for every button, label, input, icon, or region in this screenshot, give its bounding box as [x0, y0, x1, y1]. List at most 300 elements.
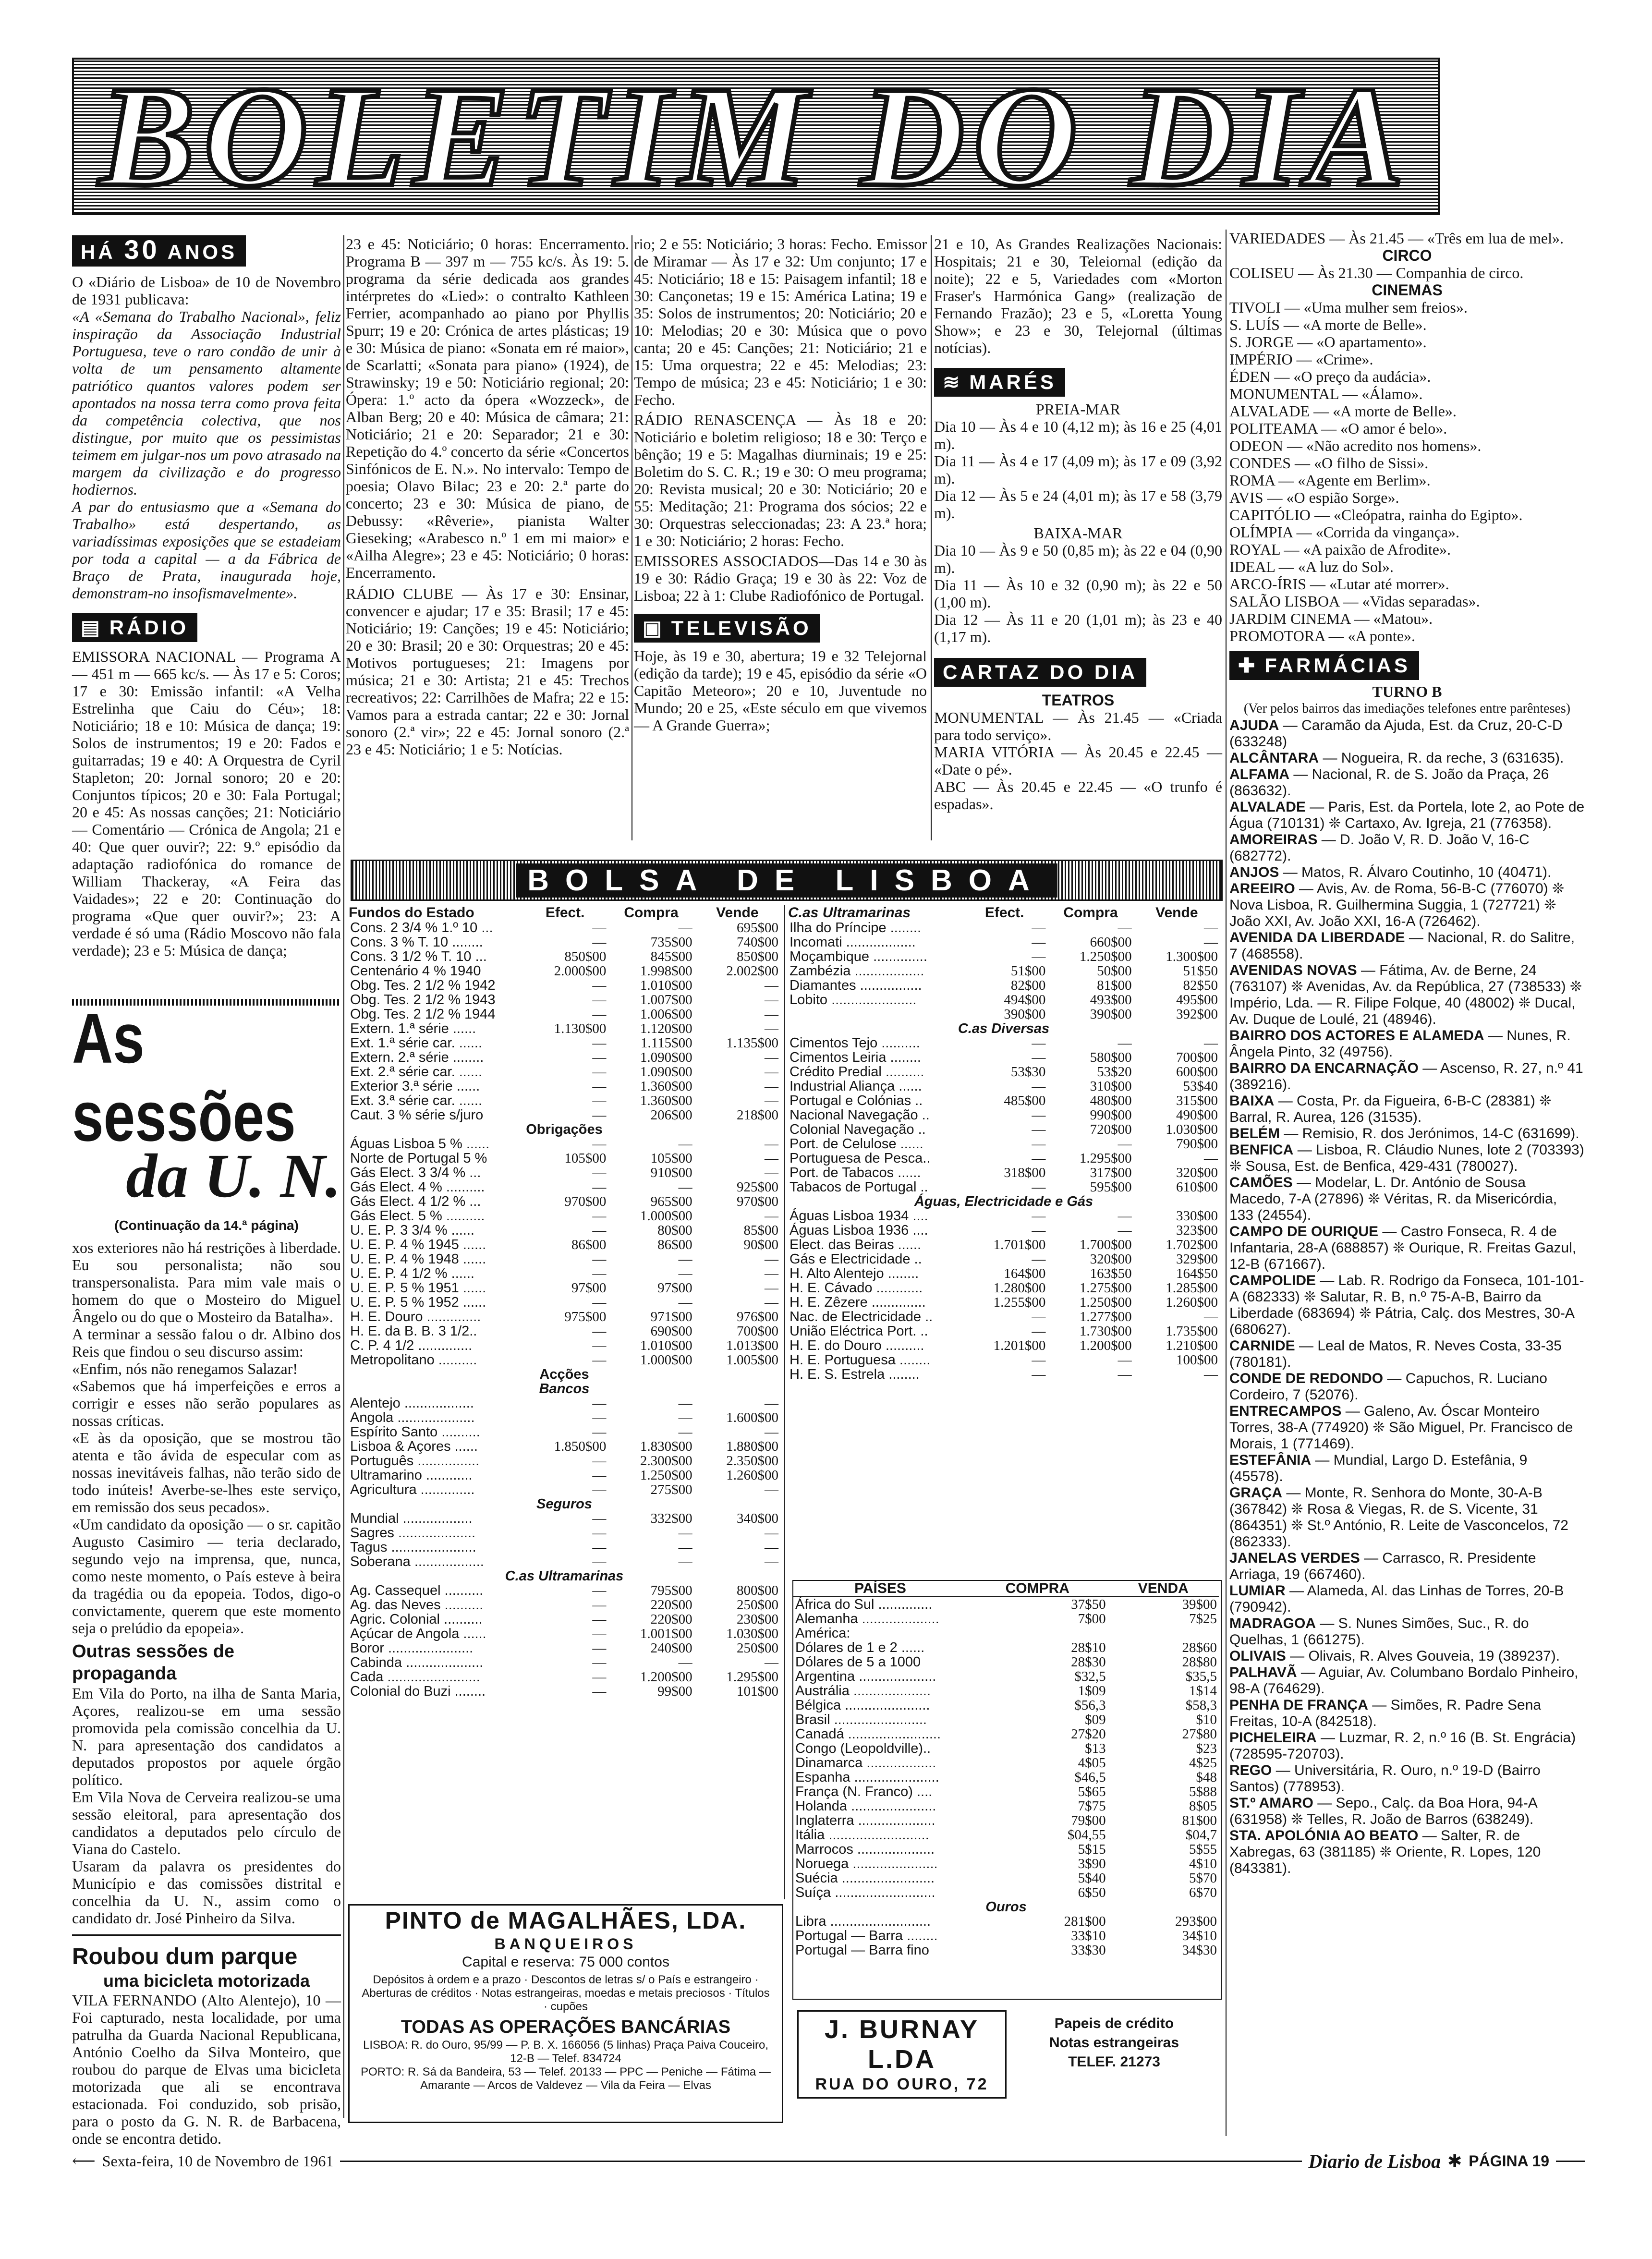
farmacia-detail: — Nacional, R. do Salitre, 7 (468558).: [1229, 930, 1575, 962]
table-row: [793, 1756, 1219, 1770]
table-row: [793, 1770, 1219, 1785]
farmacia-detail: — Costa, Pr. da Figueira, 6-B-C (28381) ❊ Barral, R. Aurea, 126 (31535).: [1229, 1093, 1552, 1125]
table-row: [788, 1324, 1220, 1338]
radio-emissora-nacional: EMISSORA NACIONAL — Programa A — 451 m — 665 kc/s. — Às 17 e 5: Coros; 17 e 30: Emissão infantil: «A Velha Estrelinha que Caiu do Céu»; 18: Noticiário; 18 e 10: Música de dança; 19: Solos de instrumentos; 19 e 20: Fados e guitarradas; 19 e 40: A Orquestra de Cyril Stapleton; 20: Jornal sonoro; 20 e 20: Conjuntos típicos; 20 e 30: Fala Portugal; 20 e 45: As nossas canções; 21: Noticiário — Comentário — Crónica de Angola; 21 e 40: Que quer ouvir?; 22: 9.º episódio da adaptação radiofónica do romance de William Thackeray, «A Feira das Vaidades»; 22 e 20: Continuação do programa «Que quer ouvir?»; 23: A verdade é só uma (Rádio Moscovo não fala verdade); 23 e 5: Música de dança;: [72, 648, 341, 959]
table-row: [788, 1367, 1220, 1382]
row-value: 1.250$00: [1079, 1295, 1132, 1310]
col-header: Vende: [716, 905, 759, 921]
row-value: 1.006$00: [640, 1007, 692, 1022]
table-row: [348, 1281, 780, 1295]
row-value: 317$00: [1090, 1165, 1132, 1180]
table-row: [348, 1612, 780, 1627]
preia-mar-line: Dia 12 — Às 5 e 24 (4,01 m); às 17 e 58 (3,79 m).: [934, 487, 1222, 522]
preia-mar-line: Dia 11 — Às 4 e 17 (4,09 m); às 17 e 09 (3,92 m).: [934, 452, 1222, 487]
outras-sessoes-title: Outras sessões de propaganda: [72, 1641, 234, 1684]
row-value: —: [1032, 1309, 1046, 1324]
row-label: Colonial do Buzi ........: [350, 1684, 486, 1699]
row-value: —: [765, 1064, 778, 1080]
row-label: H. E. Douro ..............: [350, 1309, 481, 1324]
row-label: Argentina ....................: [795, 1669, 936, 1684]
row-value: —: [592, 1396, 607, 1411]
row-value: 1.255$00: [993, 1295, 1046, 1310]
row-value: —: [765, 1021, 778, 1036]
cinema-line: S. JORGE — «O apartamento».: [1229, 333, 1427, 351]
row-value: 33$10: [1071, 1928, 1106, 1943]
row-label: Exterior 3.ª série ......: [350, 1079, 480, 1094]
table-row: [348, 1425, 780, 1439]
row-value: 1.285$00: [1166, 1280, 1218, 1296]
table-row: [348, 1007, 780, 1021]
farmacia-entry: [1229, 1060, 1585, 1093]
row-label: Boror ......................: [350, 1640, 474, 1656]
farmacia-area: JANELAS VERDES: [1229, 1550, 1360, 1566]
farmacia-area: STA. APOLÓNIA AO BEATO: [1229, 1828, 1419, 1844]
table-row: [348, 1338, 780, 1353]
row-value: $04,7: [1185, 1827, 1217, 1843]
row-value: —: [765, 1050, 778, 1065]
row-value: —: [765, 1482, 778, 1497]
row-value: 1.260$00: [1166, 1295, 1218, 1310]
table-row: [793, 1871, 1219, 1885]
row-label: Dinamarca ..................: [795, 1755, 936, 1771]
row-value: 330$00: [1176, 1208, 1218, 1224]
roubou-body: VILA FERNANDO (Alto Alentejo), 10 — Foi capturado, nesta localidade, por uma patrulha da Guarda Nacional Republicana, António Coelho da Silva Monteiro, que roubou do parque de Elvas uma bicicleta motorizada que ali se encontrava estacionada. Foi conduzido, sob prisão, para o posto da G. N. R. de Barbacena, onde se encontra detido.: [72, 1992, 341, 2147]
row-value: —: [1032, 949, 1046, 964]
row-value: 1.200$00: [1079, 1338, 1132, 1353]
televisao-header: [634, 614, 820, 643]
row-value: 965$00: [650, 1194, 692, 1209]
section-header-row: [788, 1194, 1220, 1209]
ad-burnay-phone: TELEF. 21273: [1068, 2054, 1160, 2070]
farmacia-area: CAMPOLIDE: [1229, 1273, 1316, 1288]
farmacia-area: BAIRRO DOS ACTORES E ALAMEDA: [1229, 1028, 1484, 1044]
row-value: —: [678, 1424, 692, 1440]
table-row: [348, 1295, 780, 1310]
farmacia-detail: — Lab. R. Rodrigo da Fonseca, 101-101-A (682333) ❊ Salutar, R. B, n.º 75-A-B, Bairro da Liberdade (683694) ❊ Pátria, Calç. dos Mestres, 30-A (680627).: [1229, 1273, 1584, 1337]
mares-header: [934, 368, 1065, 397]
roubou-headline: Roubou dum parque: [72, 1944, 298, 1969]
table-row: [348, 921, 780, 935]
farmacia-entry: [1229, 1664, 1585, 1697]
row-value: 494$00: [1004, 992, 1046, 1008]
table-row: [793, 1857, 1219, 1871]
row-label: Gás Elect. 3 3/4 % ...: [350, 1165, 481, 1180]
row-value: —: [678, 920, 692, 935]
row-value: —: [765, 978, 778, 993]
row-value: —: [592, 1626, 607, 1641]
row-value: —: [765, 1396, 778, 1411]
row-value: 493$00: [1090, 992, 1132, 1008]
row-value: —: [592, 1424, 607, 1440]
table-row: [788, 949, 1220, 964]
sessoes-paragraph: «Sabemos que há imperfeições e erros a corrigir e esses não serão populares as nossas críticas.: [72, 1377, 341, 1429]
row-label: H. E. S. Estrela ........: [790, 1367, 920, 1382]
row-value: —: [592, 1338, 607, 1353]
row-value: —: [765, 1136, 778, 1152]
table-row: [788, 1050, 1220, 1065]
ad-pinto-capital: Capital e reserva: 75 000 contos: [462, 1954, 669, 1970]
row-value: 97$00: [657, 1280, 692, 1296]
row-label: Ext. 1.ª série car. ......: [350, 1035, 483, 1051]
ad-burnay-line: Notas estrangeiras: [1049, 2035, 1179, 2051]
page-footer: [72, 2147, 1585, 2175]
row-value: 250$00: [737, 1640, 778, 1656]
circo-title: CIRCO: [1382, 247, 1432, 264]
cartaz-title: CARTAZ DO DIA: [943, 661, 1138, 683]
article-divider: [72, 1934, 341, 1936]
row-label: Angola ....................: [350, 1410, 475, 1425]
farmacia-detail: — Matos, R. Álvaro Coutinho, 10 (40471).: [1283, 864, 1552, 880]
row-value: 1.700$00: [1079, 1237, 1132, 1252]
table-row: [348, 1555, 780, 1569]
row-value: 79$00: [1071, 1813, 1106, 1828]
row-value: —: [1204, 1367, 1218, 1382]
pharmacy-icon: ✚: [1238, 654, 1258, 677]
table-row: [348, 964, 780, 978]
row-label: Incomati ..................: [790, 935, 916, 950]
row-value: 164$50: [1176, 1266, 1218, 1281]
row-value: 1.260$00: [726, 1468, 778, 1483]
row-value: 27$20: [1071, 1726, 1106, 1742]
row-value: —: [765, 1525, 778, 1541]
row-value: 1.830$00: [640, 1439, 692, 1454]
table-row: [788, 1338, 1220, 1353]
ad-pinto-porto: PORTO: R. Sá da Bandeira, 53 — Telef. 20133 — PPC — Peniche — Fátima — Amarante — Arcos de Valdevez — Vila da Feira — Elvas: [361, 2065, 771, 2092]
row-label: Caut. 3 % série s/juro: [350, 1107, 484, 1123]
row-value: —: [765, 1093, 778, 1108]
table-row: [788, 1007, 1220, 1021]
table-row: [348, 1137, 780, 1151]
row-value: 485$00: [1004, 1093, 1046, 1108]
farmacia-entry: [1229, 864, 1585, 881]
row-value: 5$40: [1078, 1870, 1106, 1886]
row-value: 610$00: [1176, 1179, 1218, 1195]
row-value: —: [678, 1266, 692, 1281]
farmacia-entry: [1229, 1338, 1585, 1371]
farmacia-detail: — Nunes, R. Ângela Pinto, 32 (49756).: [1229, 1028, 1571, 1060]
row-label: África do Sul ..............: [795, 1597, 933, 1612]
farmacia-area: AJUDA: [1229, 717, 1279, 733]
row-label: Obg. Tes. 2 1/2 % 1942: [350, 978, 496, 993]
farmacia-area: BELÉM: [1229, 1126, 1280, 1142]
row-value: 1.735$00: [1166, 1324, 1218, 1339]
footer-date: Sexta-feira, 10 de Novembro de 1961: [102, 2152, 334, 2170]
row-label: Tabacos de Portugal ..: [790, 1179, 928, 1195]
mares-title: MARÉS: [969, 371, 1057, 393]
row-label: Marrocos ....................: [795, 1842, 935, 1857]
ad-pinto-lisboa: LISBOA: R. do Ouro, 95/99 — P. B. X. 166056 (5 linhas) Praça Paiva Couceiro, 12-B — Telef. 834724: [363, 2039, 768, 2065]
row-value: 7$25: [1189, 1611, 1217, 1627]
row-value: $04,55: [1067, 1827, 1106, 1843]
footer-rule: [1556, 2161, 1585, 2162]
farmacia-detail: — Remisio, R. dos Jerónimos, 14-C (631699).: [1284, 1126, 1579, 1142]
farmacia-entry: [1229, 799, 1585, 832]
row-label: Cons. 3 1/2 % T. 10 ...: [350, 949, 487, 964]
row-value: 99$00: [657, 1684, 692, 1699]
farmacia-area: REGO: [1229, 1762, 1272, 1778]
sessoes-paragraph: «Um candidato da oposição — o sr. capitão Augusto Casimiro — teria declarado, segundo vejo na imprensa, que, nunca, como neste momento, o País esteve à beira da tragédia ou da epopeia. Todos, digo-o convictamente, querem que este momento seja o prelúdio da epopeia».: [72, 1516, 341, 1637]
table-row: [348, 1526, 780, 1540]
cinema-line: SALÃO LISBOA — «Vidas separadas».: [1229, 593, 1480, 610]
table-row: [793, 1597, 1219, 1612]
row-value: —: [592, 1612, 607, 1627]
row-label: H. E. Zêzere ..............: [790, 1295, 926, 1310]
row-value: 28$10: [1071, 1640, 1106, 1655]
row-value: —: [1118, 1223, 1132, 1238]
table-row: [793, 1842, 1219, 1857]
row-value: 6$70: [1189, 1885, 1217, 1900]
row-value: 700$00: [1176, 1050, 1218, 1065]
row-value: 595$00: [1090, 1179, 1132, 1195]
table-row: [348, 1310, 780, 1324]
row-value: 97$00: [571, 1280, 607, 1296]
row-value: 3$90: [1078, 1856, 1106, 1871]
radio-miramar: rio; 2 e 55: Noticiário; 3 horas: Fecho. Emissor de Miramar — Às 17 e 32: Um conjunto; 17 e 45: Noticiário; 18 e 15: Paisagem infantil; 18 e 30: Cançonetas; 19 e 15: América Latina; 19 e 35: Solos de instrumentos; 20: Noticiário; 20 e 10: Melodias; 20 e 30: Música que o povo canta; 20 e 45: Canções; 21: Noticiário; 21 e 15: Uma orquestra; 22 e 45: Melodias; 23: Tempo de música; 23 e 45: Noticiário; 1 e 30: Fecho.: [634, 235, 927, 408]
row-value: 51$50: [1183, 963, 1218, 979]
farmacia-entry: [1229, 1093, 1585, 1126]
row-value: —: [765, 1554, 778, 1569]
row-value: —: [592, 1165, 607, 1180]
row-value: —: [592, 1079, 607, 1094]
farmacia-area: AMOREIRAS: [1229, 832, 1318, 848]
table-row: [793, 1626, 1219, 1640]
row-value: 1.010$00: [640, 1338, 692, 1353]
farmacia-area: PALHAVÃ: [1229, 1664, 1297, 1680]
row-label: H. E. do Douro ..........: [790, 1338, 924, 1353]
farmacia-detail: — Paris, Est. da Portela, lote 2, ao Pote de Água (710131) ❊ Cartaxo, Av. Igreja, 21 (776358).: [1229, 799, 1585, 831]
sessoes-headline-2: da U. N.: [126, 1142, 341, 1211]
row-label: Port. de Tabacos ......: [790, 1165, 921, 1180]
table-row: [348, 1655, 780, 1670]
table-row: [788, 1353, 1220, 1367]
farmacia-area: ESTEFÂNIA: [1229, 1452, 1312, 1468]
row-value: —: [592, 1352, 607, 1368]
row-value: —: [765, 1079, 778, 1094]
teatro-line: MONUMENTAL — Às 21.45 — «Criada para todo serviço».: [934, 709, 1222, 743]
table-row: [788, 1151, 1220, 1166]
table-row: [348, 1266, 780, 1281]
farmacia-entry: [1229, 1828, 1585, 1877]
table-row: [788, 921, 1220, 935]
row-value: —: [1204, 1151, 1218, 1166]
section-header: C.as Diversas: [958, 1021, 1050, 1036]
radio-header: [72, 613, 197, 642]
row-label: C. P. 4 1/2 ..............: [350, 1338, 473, 1353]
row-label: Nacional Navegação ..: [790, 1107, 930, 1123]
row-value: 101$00: [737, 1684, 778, 1699]
farmacia-area: GRAÇA: [1229, 1485, 1282, 1501]
baixa-mar-title: BAIXA-MAR: [1033, 524, 1123, 542]
cinema-line: IDEAL — «A luz do Sol».: [1229, 558, 1394, 575]
column-1: [72, 235, 341, 1004]
row-value: 81$00: [1097, 978, 1132, 993]
row-value: —: [1032, 1122, 1046, 1137]
row-value: 390$00: [1004, 1007, 1046, 1022]
farmacia-entry: [1229, 1371, 1585, 1403]
row-value: —: [678, 1295, 692, 1310]
farmacia-entry: [1229, 1273, 1585, 1338]
table-row: [348, 1641, 780, 1655]
masthead-title: BOLETIM DO DIA: [99, 57, 1413, 216]
table-row: [348, 1223, 780, 1238]
row-value: —: [1204, 935, 1218, 950]
row-value: 600$00: [1176, 1064, 1218, 1080]
row-value: 37$50: [1071, 1597, 1106, 1612]
row-value: —: [592, 1468, 607, 1483]
row-value: —: [1204, 1035, 1218, 1051]
row-value: —: [592, 1655, 607, 1670]
row-value: —: [765, 1266, 778, 1281]
cinemas-list: [1229, 299, 1585, 644]
row-value: —: [592, 1093, 607, 1108]
row-value: 1.295$00: [726, 1669, 778, 1685]
row-value: 220$00: [650, 1597, 692, 1613]
row-label: Dólares de 1 e 2 ......: [795, 1640, 925, 1655]
row-value: 845$00: [650, 949, 692, 964]
televisao-continued: 21 e 10, As Grandes Realizações Nacionais: Hospitais; 21 e 30, Teleiornal (edição da noite); 22 e 5, Variedades com «Morton Fraser's Harmónica Gang» (realização de Fernando Frazão); 23 e 5, «Loretta Young Show»; e 23 e 30, Telejornal (últimas notícias).: [934, 235, 1222, 356]
outras-sessoes-paragraph: Em Vila Nova de Cerveira realizou-se uma sessão eleitoral, para apresentação dos candidatos a deputados pelo círculo de Viana do Castelo.: [72, 1788, 341, 1858]
row-value: 790$00: [1176, 1136, 1218, 1152]
ad-pinto-magalhaes: [348, 1904, 783, 2123]
table-row: [788, 1281, 1220, 1295]
row-value: 27$80: [1182, 1726, 1217, 1742]
farmacia-entry: [1229, 930, 1585, 962]
row-value: —: [1118, 1352, 1132, 1368]
row-label: Cimentos Leiria ........: [790, 1050, 921, 1065]
row-value: 250$00: [737, 1597, 778, 1613]
radio-icon: ▤: [81, 616, 103, 639]
table-row: [793, 1885, 1219, 1900]
preia-mar-title: PREIA-MAR: [1035, 401, 1120, 418]
table-row: [793, 1669, 1219, 1684]
col-header: COMPRA: [1005, 1580, 1069, 1596]
row-label: Norte de Portugal 5 %: [350, 1151, 487, 1166]
section-header-row: [788, 1021, 1220, 1036]
row-value: —: [592, 1525, 607, 1541]
farmacia-detail: — D. João V, R. D. João V, 16-C (682772).: [1229, 832, 1530, 864]
table-row: [788, 1310, 1220, 1324]
waves-icon: ≋: [943, 371, 963, 393]
row-value: 206$00: [650, 1107, 692, 1123]
cinema-line: PROMOTORA — «A ponte».: [1229, 627, 1416, 644]
section-header: Acções: [539, 1367, 589, 1382]
cinema-line: CAPITÓLIO — «Cleópatra, rainha do Egipto».: [1229, 506, 1523, 523]
teatros-title: TEATROS: [1042, 692, 1115, 709]
row-label: Congo (Leopoldville)..: [795, 1741, 931, 1756]
farmacia-entry: [1229, 766, 1585, 799]
row-value: —: [592, 1684, 607, 1699]
row-value: 1.013$00: [726, 1338, 778, 1353]
column-rule: [931, 235, 932, 840]
row-label: Ext. 3.ª série car. ......: [350, 1093, 483, 1108]
row-value: 53$40: [1183, 1079, 1218, 1094]
row-value: 1.702$00: [1166, 1237, 1218, 1252]
row-value: 910$00: [650, 1165, 692, 1180]
cinema-line: ROYAL — «A paixão de Afrodite».: [1229, 541, 1451, 558]
row-value: 34$10: [1182, 1928, 1217, 1943]
section-header: Águas, Electricidade e Gás: [914, 1194, 1093, 1209]
row-value: —: [1032, 1208, 1046, 1224]
row-value: 1.850$00: [554, 1439, 607, 1454]
row-label: Cimentos Tejo ..........: [790, 1035, 920, 1051]
row-label: Agric. Colonial ..........: [350, 1612, 483, 1627]
ha-anos-quote-1: «A «Semana do Trabalho Nacional», feliz inspiração da Associação Industrial Portuguesa, teve o raro condão de unir à volta de um pensamento altamente patriótico quantos valores podem ser apontados na nossa terra como prova feita da competência colectiva, que nos distingue, por muito que os pessimistas teimem em julgar-nos um povo atrasado na margem da civilização e do progresso hodiernos.: [72, 308, 341, 498]
ad-pinto-big: TODAS AS OPERAÇÕES BANCÁRIAS: [401, 2017, 731, 2037]
bolsa-fundos-table: [348, 905, 780, 1699]
row-value: 320$00: [1090, 1251, 1132, 1267]
farmacia-area: ALFAMA: [1229, 766, 1289, 782]
row-value: 976$00: [737, 1309, 778, 1324]
row-label: Cons. 2 3/4 % 1.º 10 ...: [350, 920, 493, 935]
farmacia-entry: [1229, 1403, 1585, 1452]
row-value: $46,5: [1074, 1770, 1106, 1785]
row-value: 7$75: [1078, 1798, 1106, 1814]
row-value: $09: [1085, 1712, 1106, 1727]
table-row: [788, 1137, 1220, 1151]
farmacia-detail: — Galeno, Av. Óscar Monteiro Torres, 38-A (774920) ❊ São Miguel, Pr. Francisco de Morais, 1 (771469).: [1229, 1403, 1573, 1452]
row-value: 1.007$00: [640, 992, 692, 1008]
table-row: [348, 1583, 780, 1598]
cambios-body: [793, 1597, 1219, 1957]
masthead: [72, 58, 1440, 215]
row-value: 240$00: [650, 1640, 692, 1656]
farmacia-area: PICHELEIRA: [1229, 1730, 1317, 1746]
row-value: —: [592, 1410, 607, 1425]
row-value: —: [678, 1540, 692, 1555]
row-label: Nac. de Electricidade ..: [790, 1309, 933, 1324]
section-header-row: [348, 1382, 780, 1396]
row-value: 1.090$00: [640, 1050, 692, 1065]
row-value: 218$00: [737, 1107, 778, 1123]
row-value: 340$00: [737, 1511, 778, 1526]
radio-emissores-associados: EMISSORES ASSOCIADOS—Das 14 e 30 às 19 e 30: Rádio Graça; 19 e 30 às 22: Voz de Lisboa; 22 à 1: Clube Radiofónico de Portugal.: [634, 552, 927, 604]
table-row: [793, 1698, 1219, 1712]
row-value: 90$00: [743, 1237, 778, 1252]
farmacia-entry: [1229, 1648, 1585, 1664]
cinemas-title: CINEMAS: [1372, 281, 1443, 299]
row-value: 1.360$00: [640, 1079, 692, 1094]
row-value: —: [1032, 1352, 1046, 1368]
row-value: 2.002$00: [726, 963, 778, 979]
farmacia-detail: — Ascenso, R. 27, n.º 41 (389216).: [1229, 1060, 1583, 1093]
row-value: 1.030$00: [726, 1626, 778, 1641]
row-value: —: [765, 1540, 778, 1555]
bolsa-title: BOLSA DE LISBOA: [516, 863, 1057, 898]
row-value: [1108, 1626, 1219, 1640]
row-label: Espírito Santo ..........: [350, 1424, 480, 1440]
row-value: —: [765, 1251, 778, 1267]
row-value: 1$09: [1078, 1683, 1106, 1699]
column-2: [346, 235, 629, 840]
table-row: [348, 1079, 780, 1093]
row-value: 970$00: [737, 1194, 778, 1209]
row-value: —: [592, 1640, 607, 1656]
row-value: —: [592, 1669, 607, 1685]
cinema-line: AVIS — «O espião Sorge».: [1229, 489, 1399, 506]
row-label: Suécia ........................: [795, 1870, 935, 1886]
farmacia-area: ENTRECAMPOS: [1229, 1403, 1342, 1419]
farmacia-entry: [1229, 1697, 1585, 1730]
row-value: —: [592, 935, 607, 950]
table-row: [793, 1741, 1219, 1756]
table-row: [793, 1712, 1219, 1727]
farmacia-entry: [1229, 1126, 1585, 1142]
row-value: —: [592, 1064, 607, 1080]
row-value: 1.998$00: [640, 963, 692, 979]
row-value: 495$00: [1176, 992, 1218, 1008]
farmacia-area: AVENIDA DA LIBERDADE: [1229, 930, 1405, 946]
table-row: [788, 1266, 1220, 1281]
